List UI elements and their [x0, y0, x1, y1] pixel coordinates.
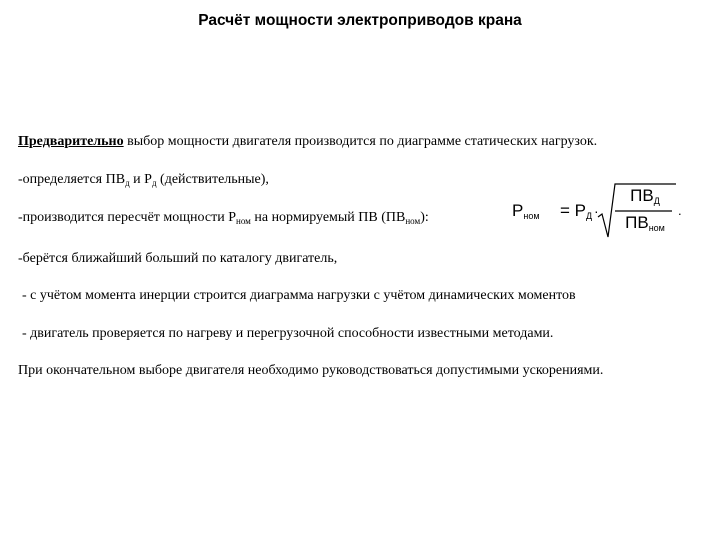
text-line-inertia: - с учётом момента инерции строится диаграмма нагрузки с учётом динамических моментов	[22, 288, 576, 303]
text-line-preliminary	[18, 133, 597, 151]
text-segment: ):	[420, 210, 429, 225]
subscript: ном	[405, 216, 421, 226]
text-line-recalc	[18, 209, 429, 227]
page-title: Расчёт мощности электроприводов крана	[198, 12, 522, 29]
subscript: ном	[236, 216, 251, 226]
text-line-determine	[18, 171, 269, 189]
fraction-numerator	[615, 186, 675, 206]
fraction-denominator	[615, 213, 675, 233]
formula-lhs-sub: ном	[523, 211, 540, 221]
underlined-word: Предварительно	[18, 134, 124, 149]
denominator-sub: ном	[648, 223, 665, 233]
formula-dot: ·	[594, 203, 599, 219]
formula-rhs-sub: Д	[586, 211, 593, 221]
formula-period: .	[678, 203, 682, 218]
denominator-symbol: ПВ	[625, 213, 649, 232]
text-segment: на нормируемый ПВ (ПВ	[250, 210, 406, 225]
text-segment: выбор мощности двигателя производится по диаграмме статических нагрузок.	[123, 134, 598, 149]
numerator-sub: Д	[653, 196, 660, 206]
numerator-symbol: ПВ	[630, 186, 654, 205]
subscript: д	[151, 178, 157, 188]
text-segment: (действительные),	[156, 172, 269, 187]
text-segment: -определяется ПВ	[18, 172, 126, 187]
formula-lhs-symbol: P	[512, 201, 524, 220]
formula-eq: = P	[560, 201, 586, 220]
text-line-catalog: -берётся ближайший больший по каталогу двигатель,	[18, 251, 338, 266]
text-segment: и Р	[129, 172, 152, 187]
subscript: д	[125, 178, 130, 188]
text-line-check: - двигатель проверяется по нагреву и перегрузочной способности известными методами.	[22, 326, 554, 341]
text-line-final: При окончательном выборе двигателя необходимо руководствоваться допустимыми ускорениями.	[18, 363, 604, 378]
text-segment: -производится пересчёт мощности Р	[18, 210, 237, 225]
power-formula	[512, 181, 682, 241]
